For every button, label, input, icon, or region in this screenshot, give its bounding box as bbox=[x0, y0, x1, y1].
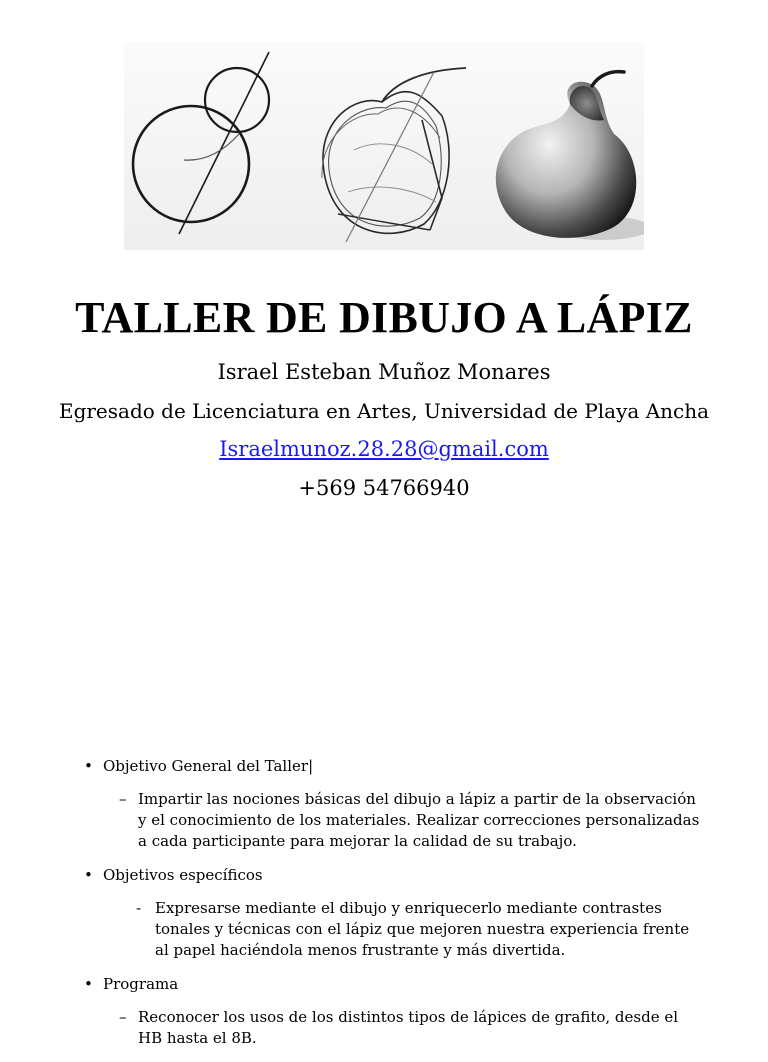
section-text-specific bbox=[136, 898, 704, 961]
section-text-general bbox=[119, 789, 704, 852]
contact-email bbox=[0, 437, 768, 461]
page-title: TALLER DE DIBUJO A LÁPIZ bbox=[75, 293, 693, 342]
section-heading-general: • Objetivo General del Taller| bbox=[84, 756, 704, 777]
email-link[interactable]: Israelmunoz.28.28@gmail.com bbox=[219, 437, 549, 461]
workshop-content bbox=[84, 756, 704, 1062]
section-paragraph: Expresarse mediante el dibujo y enriquecerlo mediante contrastes tonales y técnicas con el lápiz que mejoren nuestra experiencia frente al papel haciéndola menos frustrante y más divertida. bbox=[155, 899, 690, 959]
author-name: Israel Esteban Muñoz Monares bbox=[217, 360, 551, 384]
section-heading-program: • Programa bbox=[84, 974, 704, 995]
section-heading-specific: • Objetivos específicos bbox=[84, 865, 704, 886]
dash-marker: – bbox=[119, 1008, 127, 1026]
dash-marker: – bbox=[119, 790, 127, 808]
contact-phone: +569 54766940 bbox=[298, 476, 470, 500]
hyphen-marker: - bbox=[136, 899, 142, 917]
section-text-program bbox=[119, 1007, 704, 1049]
pear-drawing-illustration bbox=[124, 42, 644, 250]
section-paragraph: Impartir las nociones básicas del dibujo a lápiz a partir de la observación y el conocimiento de los materiales. Realizar correcciones personalizadas a cada participante para mejorar la calidad de su trabajo. bbox=[138, 790, 700, 850]
section-paragraph: Reconocer los usos de los distintos tipos de lápices de grafito, desde el HB hasta el 8B. bbox=[138, 1008, 679, 1047]
author-degree: Egresado de Licenciatura en Artes, Universidad de Playa Ancha bbox=[58, 399, 710, 423]
